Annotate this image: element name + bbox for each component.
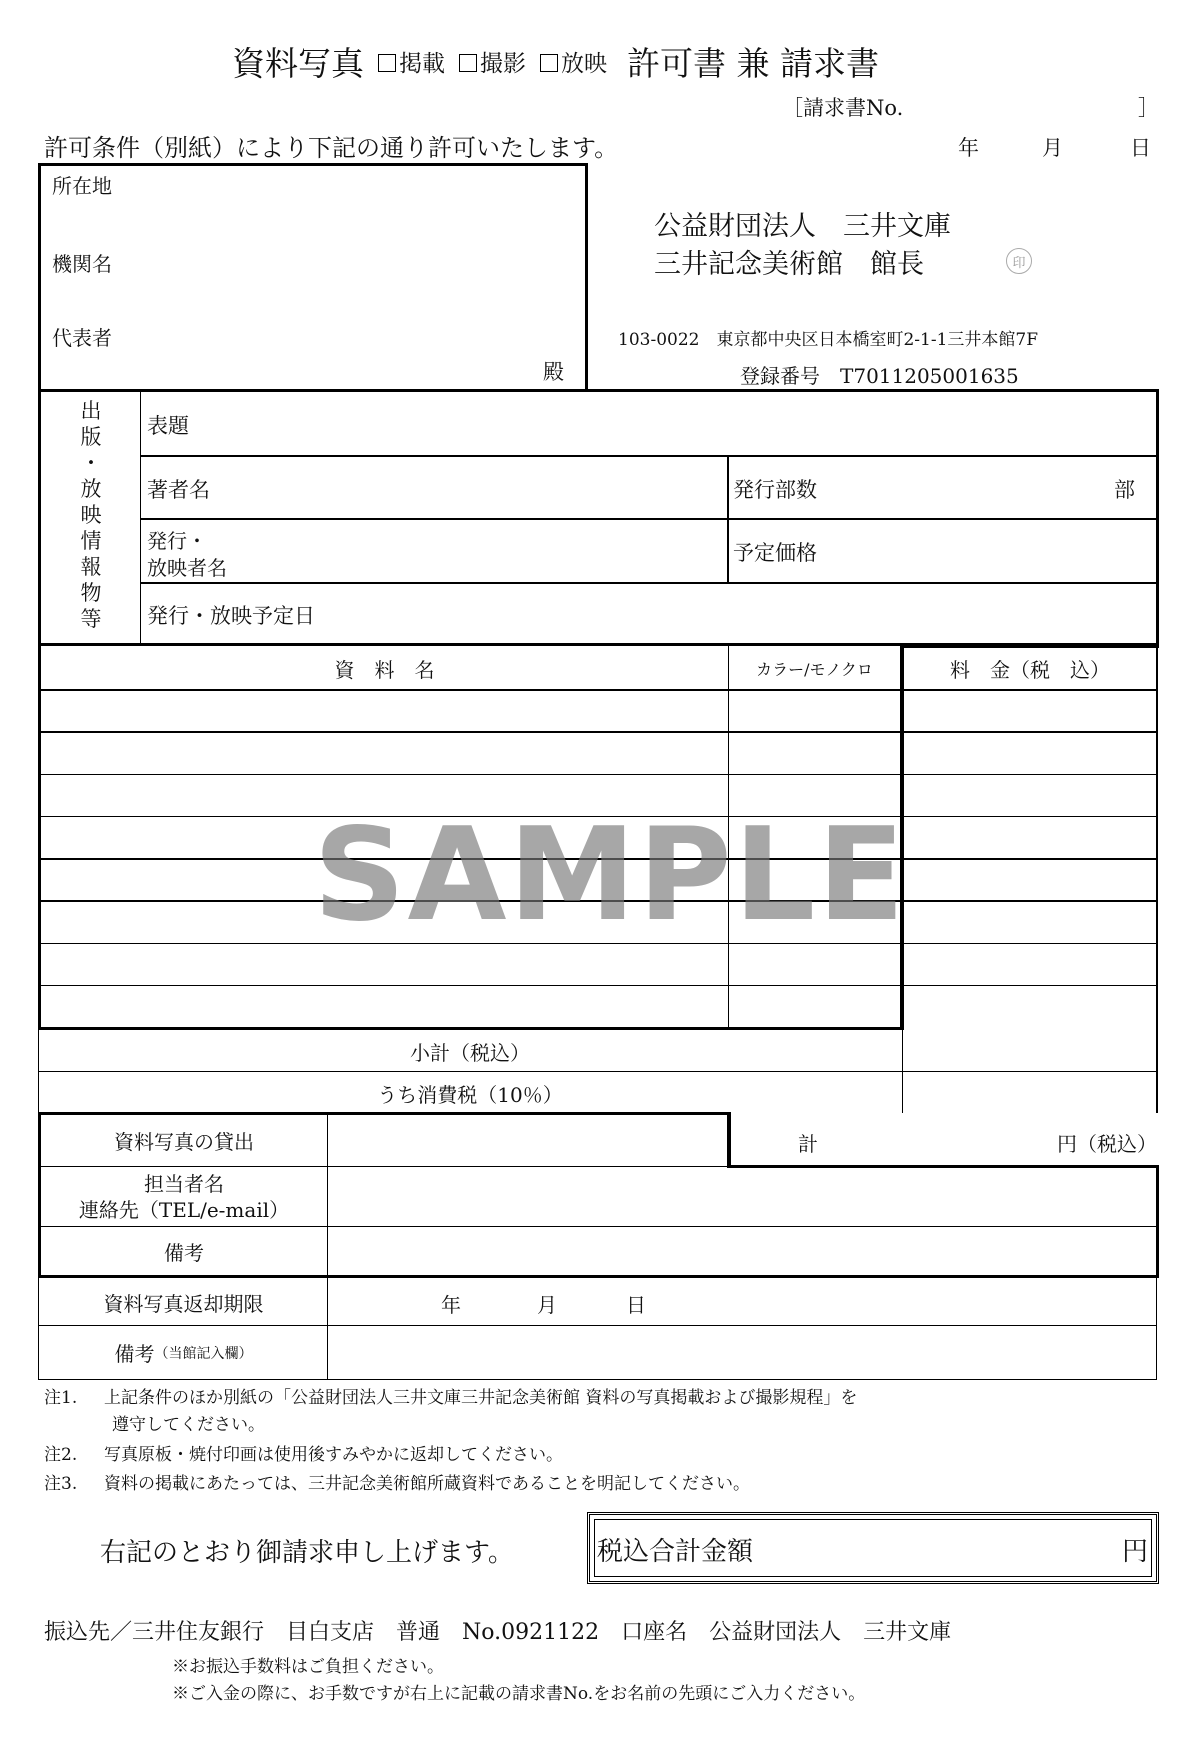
table-row bbox=[40, 731, 1157, 733]
bank-line: 振込先／三井住友銀行 目白支店 普通 No.0921122 口座名 公益財団法人 三井文庫 bbox=[44, 1620, 952, 1645]
note-2-num: 注2. bbox=[44, 1445, 78, 1465]
title-suffix: 許可書 兼 請求書 bbox=[627, 44, 879, 83]
items-outline-left bbox=[38, 645, 41, 1030]
issuer-name: 三井記念美術館 館長 bbox=[654, 249, 924, 280]
honorific: 殿 bbox=[543, 360, 564, 384]
note-3-text: 資料の掲載にあたっては、三井記念美術館所蔵資料であることを明記してください。 bbox=[104, 1474, 750, 1494]
watermark: SAMPLE bbox=[313, 800, 907, 950]
return-month: 月 bbox=[537, 1293, 557, 1317]
rep-label: 代表者 bbox=[52, 326, 112, 350]
subtotal-label: 小計（税込） bbox=[410, 1040, 530, 1065]
publisher-field-label-2: 放映者名 bbox=[147, 556, 227, 580]
seal-mark: 印 bbox=[1006, 248, 1032, 274]
bank-note-1: ※お振込手数料はご負担ください。 bbox=[172, 1657, 444, 1677]
applicant-box bbox=[38, 163, 588, 391]
remarks-label: 備考 bbox=[164, 1240, 204, 1265]
note-2-text: 写真原板・焼付印画は使用後すみやかに返却してください。 bbox=[104, 1445, 563, 1465]
table-row bbox=[40, 985, 1157, 987]
price-field-label: 予定価格 bbox=[733, 541, 817, 565]
title-prefix: 資料写真 bbox=[232, 44, 364, 83]
publication-side-label: 出 版 ・ 放 映 情 報 物 等 bbox=[80, 399, 102, 631]
checkbox-icon bbox=[459, 54, 477, 72]
table-row bbox=[40, 774, 1157, 776]
invoice-no-open: ［請求書No. bbox=[782, 96, 904, 120]
intro-text: 許可条件（別紙）により下記の通り許可いたします。 bbox=[44, 134, 619, 162]
checkbox-icon bbox=[378, 54, 396, 72]
registration-number: 登録番号 T7011205001635 bbox=[740, 364, 1019, 388]
checkbox-icon bbox=[540, 54, 558, 72]
option-photograph[interactable]: 撮影 bbox=[459, 45, 526, 78]
return-year: 年 bbox=[441, 1293, 461, 1317]
date-year: 年 bbox=[958, 136, 979, 160]
address-label: 所在地 bbox=[52, 174, 112, 198]
copies-unit: 部 bbox=[1114, 478, 1135, 502]
header-fee: 料 金（税 込） bbox=[950, 657, 1110, 682]
table-row bbox=[40, 689, 1157, 691]
note-3-num: 注3. bbox=[44, 1474, 78, 1494]
total-label: 計 bbox=[798, 1132, 818, 1156]
header-color-mono: カラー/モノクロ bbox=[756, 659, 873, 679]
date-day: 日 bbox=[1130, 136, 1151, 160]
office-remarks-label: 備考 （当館記入欄） bbox=[114, 1342, 253, 1366]
date-month: 月 bbox=[1042, 136, 1063, 160]
return-day: 日 bbox=[626, 1293, 646, 1317]
author-field-label: 著者名 bbox=[147, 478, 210, 502]
note-1-num: 注1. bbox=[44, 1388, 78, 1408]
billing-total-label: 税込合計金額 bbox=[597, 1537, 754, 1567]
header-item-name: 資 料 名 bbox=[334, 657, 435, 682]
issuer-org: 公益財団法人 三井文庫 bbox=[654, 211, 951, 242]
page-title bbox=[232, 38, 879, 85]
note-1-cont: 遵守してください。 bbox=[112, 1415, 265, 1435]
total-unit: 円（税込） bbox=[1057, 1132, 1157, 1156]
option-publish[interactable]: 掲載 bbox=[378, 45, 445, 78]
publish-date-label: 発行・放映予定日 bbox=[147, 604, 315, 628]
contact-label: 担当者名 連絡先（TEL/e-mail） bbox=[78, 1172, 290, 1222]
title-field-label: 表題 bbox=[147, 414, 189, 438]
return-deadline-label: 資料写真返却期限 bbox=[103, 1291, 264, 1316]
billing-unit: 円 bbox=[1122, 1537, 1149, 1567]
org-label: 機関名 bbox=[52, 252, 112, 276]
copies-field-label: 発行部数 bbox=[733, 478, 817, 502]
loan-label: 資料写真の貸出 bbox=[114, 1130, 254, 1154]
note-1-text: 上記条件のほか別紙の「公益財団法人三井文庫三井記念美術館 資料の写真掲載および撮影規程」を bbox=[104, 1388, 858, 1408]
tax-label: うち消費税（10％） bbox=[377, 1082, 563, 1107]
issuer-address: 103-0022 東京都中央区日本橋室町2-1-1三井本館7F bbox=[618, 330, 1039, 350]
billing-statement: 右記のとおり御請求申し上げます。 bbox=[100, 1538, 514, 1568]
publisher-field-label-1: 発行・ bbox=[147, 529, 207, 553]
invoice-no-close: ］ bbox=[1138, 96, 1159, 120]
option-broadcast[interactable]: 放映 bbox=[540, 45, 607, 78]
bank-note-2: ※ご入金の際に、お手数ですが右上に記載の請求書No.をお名前の先頭にご入力ください。 bbox=[172, 1684, 866, 1704]
